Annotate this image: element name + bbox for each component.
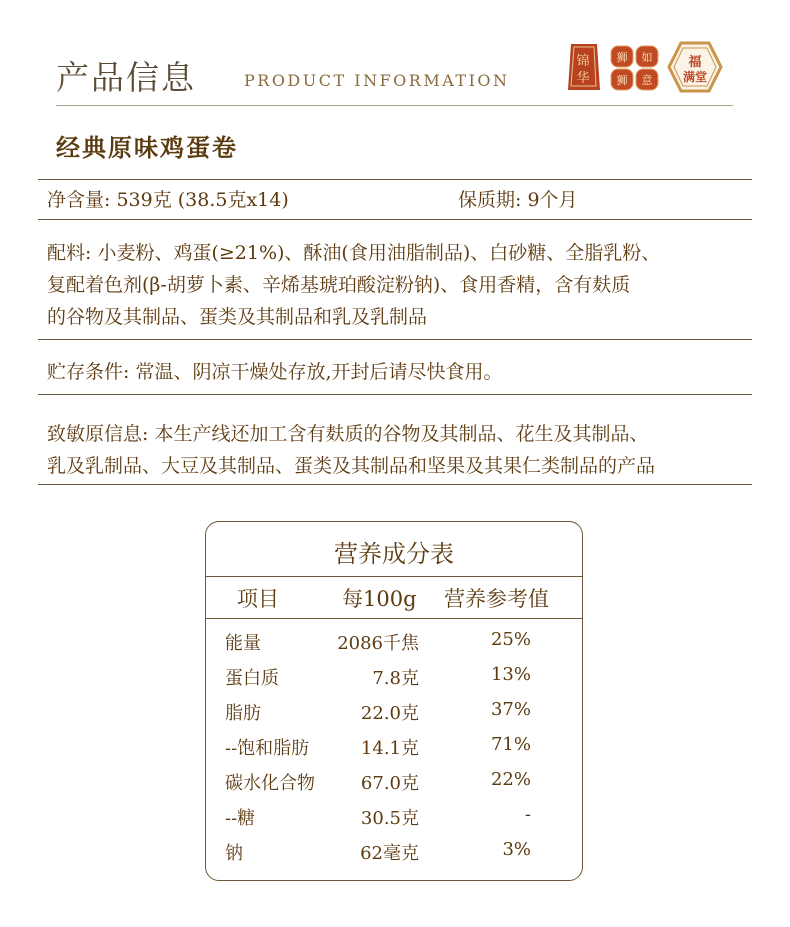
nutrition-cell-per100: 14.1克 [360, 738, 419, 759]
ingredients-line: 配料: 小麦粉、鸡蛋(≥21%)、酥油(食用油脂制品)、白砂糖、全脂乳粉、 [47, 242, 661, 264]
nutrition-cell-item: 蛋白质 [225, 668, 279, 689]
logo-group [565, 41, 725, 93]
page-subtitle: PRODUCT INFORMATION [244, 71, 510, 90]
nutrition-cell-per100: 7.8克 [372, 668, 419, 689]
svg-text:锦: 锦 [576, 54, 590, 69]
nutrition-cell-per100: 2086千焦 [337, 633, 419, 654]
product-name: 经典原味鸡蛋卷 [56, 133, 238, 162]
nutrition-cell-item: 碳水化合物 [225, 773, 315, 794]
nutrition-cell-nrv: 13% [490, 664, 531, 685]
nutrition-cell-item: 钠 [225, 843, 243, 864]
svg-text:意: 意 [641, 74, 653, 87]
divider [38, 179, 752, 180]
svg-text:狮: 狮 [616, 74, 628, 87]
divider [38, 339, 752, 340]
nutrition-cell-item: 脂肪 [225, 703, 261, 724]
nutrition-cell-nrv: - [524, 804, 531, 825]
nutrition-cell-per100: 22.0克 [360, 703, 419, 724]
column-header-per100g: 每100g [342, 587, 417, 611]
net-content: 净含量: 539克 (38.5克x14) [47, 189, 289, 211]
ingredients-line: 的谷物及其制品、蛋类及其制品和乳及乳制品 [47, 306, 428, 328]
ingredients-line: 复配着色剂(β-胡萝卜素、辛烯基琥珀酸淀粉钠)、食用香精，含有麸质 [47, 274, 631, 296]
nutrition-cell-nrv: 37% [490, 699, 531, 720]
nutrition-cell-nrv: 25% [490, 629, 531, 650]
svg-text:狮: 狮 [616, 51, 628, 64]
shelf-life: 保质期: 9个月 [458, 189, 578, 211]
allergen-line: 乳及乳制品、大豆及其制品、蛋类及其制品和坚果及其果仁类制品的产品 [47, 455, 656, 477]
divider [38, 484, 752, 485]
nutrition-table-title: 营养成分表 [334, 540, 454, 568]
brand-logo-icon [565, 43, 601, 91]
nutrition-cell-nrv: 71% [490, 734, 531, 755]
column-header-item: 项目 [237, 587, 279, 611]
nutrition-cell-item: --糖 [225, 808, 256, 829]
fumantang-badge-icon [667, 41, 723, 93]
divider [38, 219, 752, 220]
allergen-line: 致敏原信息: 本生产线还加工含有麸质的谷物及其制品、花生及其制品、 [47, 423, 649, 445]
nutrition-cell-nrv: 3% [502, 839, 531, 860]
nutrition-table [205, 521, 583, 881]
nutrition-cell-item: 能量 [225, 633, 261, 654]
nutrition-cell-per100: 62毫克 [360, 843, 419, 864]
table-divider [206, 576, 582, 577]
header-divider [56, 105, 733, 106]
storage-conditions: 贮存条件: 常温、阴凉干燥处存放,开封后请尽快食用。 [47, 361, 503, 383]
nutrition-cell-item: --饱和脂肪 [225, 738, 310, 759]
page-title: 产品信息 [56, 58, 196, 97]
svg-text:如: 如 [641, 51, 653, 64]
divider [38, 394, 752, 395]
nutrition-cell-per100: 67.0克 [360, 773, 419, 794]
table-divider [206, 618, 582, 619]
nutrition-cell-nrv: 22% [490, 769, 531, 790]
svg-text:满堂: 满堂 [682, 70, 708, 84]
nutrition-cell-per100: 30.5克 [360, 808, 419, 829]
svg-text:华: 华 [576, 71, 590, 86]
svg-text:福: 福 [688, 55, 702, 70]
column-header-nrv: 营养参考值 [444, 587, 549, 611]
lion-seal-icon [609, 44, 661, 92]
